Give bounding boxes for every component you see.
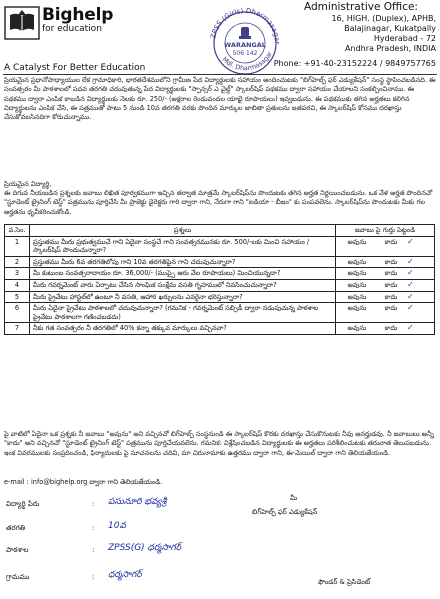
answer-no-option[interactable]: కాదు — [384, 257, 398, 266]
answer-cell — [336, 256, 435, 268]
table-body — [5, 236, 435, 334]
table-row — [5, 236, 435, 256]
email-suffix: ద్వారా గాని తెలియజేయండి. — [89, 478, 163, 486]
stamp-top-text: ZPSS (Girls) Dharmasagar — [209, 6, 282, 45]
office-line: Balajinagar, Kukatpally — [344, 24, 436, 33]
office-line: 16, HIGH. (Duplex), APHB, — [331, 14, 436, 23]
brand-name: Bighelp — [42, 5, 114, 25]
answer-cell — [336, 279, 435, 291]
tagline: A Catalyst For Better Education — [4, 63, 146, 73]
stamp-pin: 506 142 — [232, 50, 258, 57]
check-mark-icon: ✓ — [407, 323, 414, 333]
check-mark-icon: ✓ — [407, 268, 414, 278]
col-answer-header: జవాబు పై గుర్తు పెట్టండి — [336, 225, 435, 237]
answer-no-option[interactable]: కాదు — [384, 292, 398, 301]
table-row — [5, 279, 435, 291]
question-text: నీకు గత సంవత్సరం నీ తరగతిలో 40% కన్నా తక్కువ మార్కులు వచ్చినవా? — [30, 323, 336, 335]
col-number-header: వ.సెం. — [5, 225, 30, 237]
field-value-village: ధర్మసాగర్ — [108, 570, 142, 580]
table-row — [5, 323, 435, 335]
field-colon: : — [92, 573, 95, 581]
field-value-school: ZPSS(G) ధర్మసాగర్ — [108, 543, 182, 553]
answer-cell — [336, 268, 435, 280]
table-row — [5, 291, 435, 303]
col-question-header: ప్రశ్నలు — [30, 225, 336, 237]
question-number: 3 — [5, 268, 30, 280]
office-line: Hyderabad - 72 — [373, 34, 436, 43]
question-number: 4 — [5, 279, 30, 291]
answer-yes-option[interactable]: అవును — [347, 269, 367, 278]
answer-yes-option[interactable]: అవును — [347, 257, 367, 266]
question-number: 1 — [5, 236, 30, 256]
field-label-school: పాఠశాల — [6, 546, 29, 554]
question-text: ప్రస్తుతము మీరు 6వ తరగతిలోపు గాని 10వ తరగతిపైన గాని చదువుచున్నారా? — [30, 256, 336, 268]
field-label-class: తరగతి — [6, 524, 26, 532]
table-row — [5, 256, 435, 268]
answer-no-option[interactable]: కాదు — [384, 269, 398, 278]
question-text: మీరు గవర్నమెంట్ వారు ఏర్పాటు చేసిన సాంఘిక సంక్షేమ వసతి గృహములో నివసించుచున్నారా? — [30, 279, 336, 291]
question-text: మీరు ప్రైవేటు హాస్టల్‌లో ఉంటూ నీ వసతి, ఆహార ఖర్చులను ఎవరైనా భరిస్తున్నారా? — [30, 291, 336, 303]
contact-email — [4, 478, 162, 488]
answer-no-option[interactable]: కాదు — [384, 280, 398, 289]
answer-yes-option[interactable]: అవును — [347, 280, 367, 289]
answer-yes-option[interactable]: అవును — [347, 304, 367, 313]
answer-yes-option[interactable]: అవును — [347, 292, 367, 301]
header-divider — [3, 74, 437, 75]
field-label-student-name: విద్యార్థి పేరు — [6, 500, 40, 508]
signoff-title: ఫౌండర్ & ప్రెసిడెంట్ — [318, 578, 371, 586]
brand-subtitle: for education — [42, 24, 102, 34]
field-value-student-name: పసునూరి భవ్యశ్రీ — [108, 497, 167, 507]
answer-no-option[interactable]: కాదు — [384, 237, 398, 246]
closing-paragraph: పై వాటిలో ఏదైనా ఒక ప్రశ్నకు నీ జవాబు "అవును" అని వచ్చినచో బిగ్‌హెల్ప్ సంస్థనుండి ఈ స్కాలర్‌షిప్ కొరకు దరఖాస్తు చేసుకొనుటకు నీవు అనర్హుడవు. నీ జవాబులు అన్నీ "కాదు" అని వచ్చినచో "స్టూడెంట్ ట్రైనింగ్ టెస్ట్" పత్రమును పూర్తిచేయవలెను. గమనిక: విశ్లేషించబడిన విద్యార్థులకు ఈ అర్హతలు పరిశీలించుటకు తరువాత తెలుపబడును. ఇంక వివరములకు సంప్రదించండి, ఫిర్యాదులకు పై సూచనలను చదివి, మా చిరునామాకు ఉత్తరము ద్వారా గాని, ఈ-మెయిల్ ద్వారా గాని తెలియజేయండి. — [4, 430, 434, 457]
field-colon: : — [92, 546, 95, 554]
answer-yes-option[interactable]: అవును — [347, 237, 367, 246]
stamp-city: WARANGAL — [224, 41, 266, 49]
eligibility-table — [4, 224, 435, 335]
signoff-yours: మీ — [290, 494, 298, 502]
email-text: e-mail : info@bighelp.org — [4, 478, 88, 486]
question-number: 5 — [5, 291, 30, 303]
answer-cell — [336, 323, 435, 335]
answer-cell — [336, 236, 435, 256]
field-label-village: గ్రామము — [6, 573, 30, 581]
question-number: 6 — [5, 303, 30, 323]
office-address — [273, 1, 436, 68]
signoff-org: బిగ్‌హెల్ప్ ఫర్ ఎడ్యుకేషన్ — [252, 508, 318, 516]
table-row — [5, 268, 435, 280]
answer-cell — [336, 291, 435, 303]
question-number: 2 — [5, 256, 30, 268]
field-colon: : — [92, 500, 95, 508]
field-value-class: 10వ — [108, 521, 126, 531]
check-mark-icon: ✓ — [407, 256, 414, 266]
question-text: మీరు ఏదైనా ప్రైవేటు పాఠశాలలో చదువుచున్నారా? (గమనిక - గవర్నమెంట్ సబ్సిడీ ద్వారా నడుపుచున్న పాఠశాల ప్రైవేటు పాఠశాలగా గణించబడదు) — [30, 303, 336, 323]
check-mark-icon: ✓ — [407, 303, 414, 313]
table-row — [5, 303, 435, 323]
book-logo-icon — [4, 6, 40, 40]
answer-no-option[interactable]: కాదు — [384, 304, 398, 313]
student-salutation: ప్రియమైన విద్యార్థి, — [4, 180, 52, 188]
answer-yes-option[interactable]: అవును — [347, 324, 367, 333]
office-phone: Phone: +91-40-23152224 / 9849757765 — [273, 59, 436, 68]
table-header-row — [5, 225, 435, 237]
question-text: ప్రస్తుతము మీరు ప్రభుత్వముచే గాని ఏదైనా సంస్థచే గాని సంవత్సరమునకు రూ. 500/-లకు మించి సహాయం / స్కాలర్‌షిప్ పొందుచున్నారా? — [30, 236, 336, 256]
office-line: Andhra Pradesh, INDIA — [345, 44, 436, 53]
question-text: మీ కుటుంబ సంవత్సరాదాయం రూ. 36,000/- (ముప్పై ఆరు వేల రూపాయలు) మించియున్నదా? — [30, 268, 336, 280]
answer-cell — [336, 303, 435, 323]
question-number: 7 — [5, 323, 30, 335]
field-colon: : — [92, 524, 95, 532]
office-title: Administrative Office: — [304, 1, 418, 13]
check-mark-icon: ✓ — [407, 279, 414, 289]
student-paragraph: ఈ దిగువ నీయబడిన ప్రశ్నలకు జవాబు లిఖిత పూర్వకముగా ఇచ్చిన తర్వాత మాత్రమే స్కాలర్‌షిప్‌ను పొందుటకు తగిన అర్హత నిర్ణయించబడును. ఒక వేళ అర్హత పొందినచో "స్టూడెంట్ ట్రైనింగ్ టెస్ట్" పత్రమును పూర్తిచేసి మీ ప్రాజెక్టు డైరెక్టరు గారి ద్వారా గాని, నేరుగా గాని "ఐడియా - బీజం" కు పంపవలెను. స్కాలర్‌షిప్‌ను పొందుటకు మీకు గల అర్హతను ధృవీకరించుకోండి. — [4, 189, 433, 216]
check-mark-icon: ✓ — [407, 291, 414, 301]
stamp-bottom-text: Mdl. Dharmasagar — [220, 50, 275, 73]
answer-no-option[interactable]: కాదు — [384, 324, 398, 333]
intro-paragraph: ప్రియమైన ప్రధానోపాధ్యాయుల లేక గ్రామాధికారి, భారతదేశములోని గ్రామీణ పేద విద్యార్థులకు సహాయం అందించుటకు "బిగ్‌హెల్ప్ ఫర్ ఎడ్యుకేషన్" సంస్థ స్థాపించబడినది. ఈ సంవత్సరం మీ పాఠశాలలో పదవ తరగతి చదువుతున్న పేద విద్యార్థులకు "స్పాన్సర్ ఎ చైల్డ్" స్కాలర్‌షిప్ పథకము ద్వారా సహాయం చేయాలని సంకల్పించినాము. ఈ పథకము ద్వారా ఎంపిక కాబడిన విద్యార్థులకు నెలకు రూ. 250/- (అక్షరాల రెండువందల యాభై రూపాయలు) ఇవ్వబడును. ఈ పథకముకు తగిన అర్హతలు కలిగిన విద్యార్థులను ఎంపిక చేసి, ఈ పత్రముతో పాటు 5 నుండి 10వ తరగతి వరకు పొందిన మార్కుల జాబితా ప్రతులను జతపరచి, ఈ స్కాలర్‌షిప్ కోసము దరఖాస్తు చేసుకోవలసినదిగా కోరుచున్నాము. — [4, 76, 436, 122]
check-mark-icon: ✓ — [407, 236, 414, 246]
